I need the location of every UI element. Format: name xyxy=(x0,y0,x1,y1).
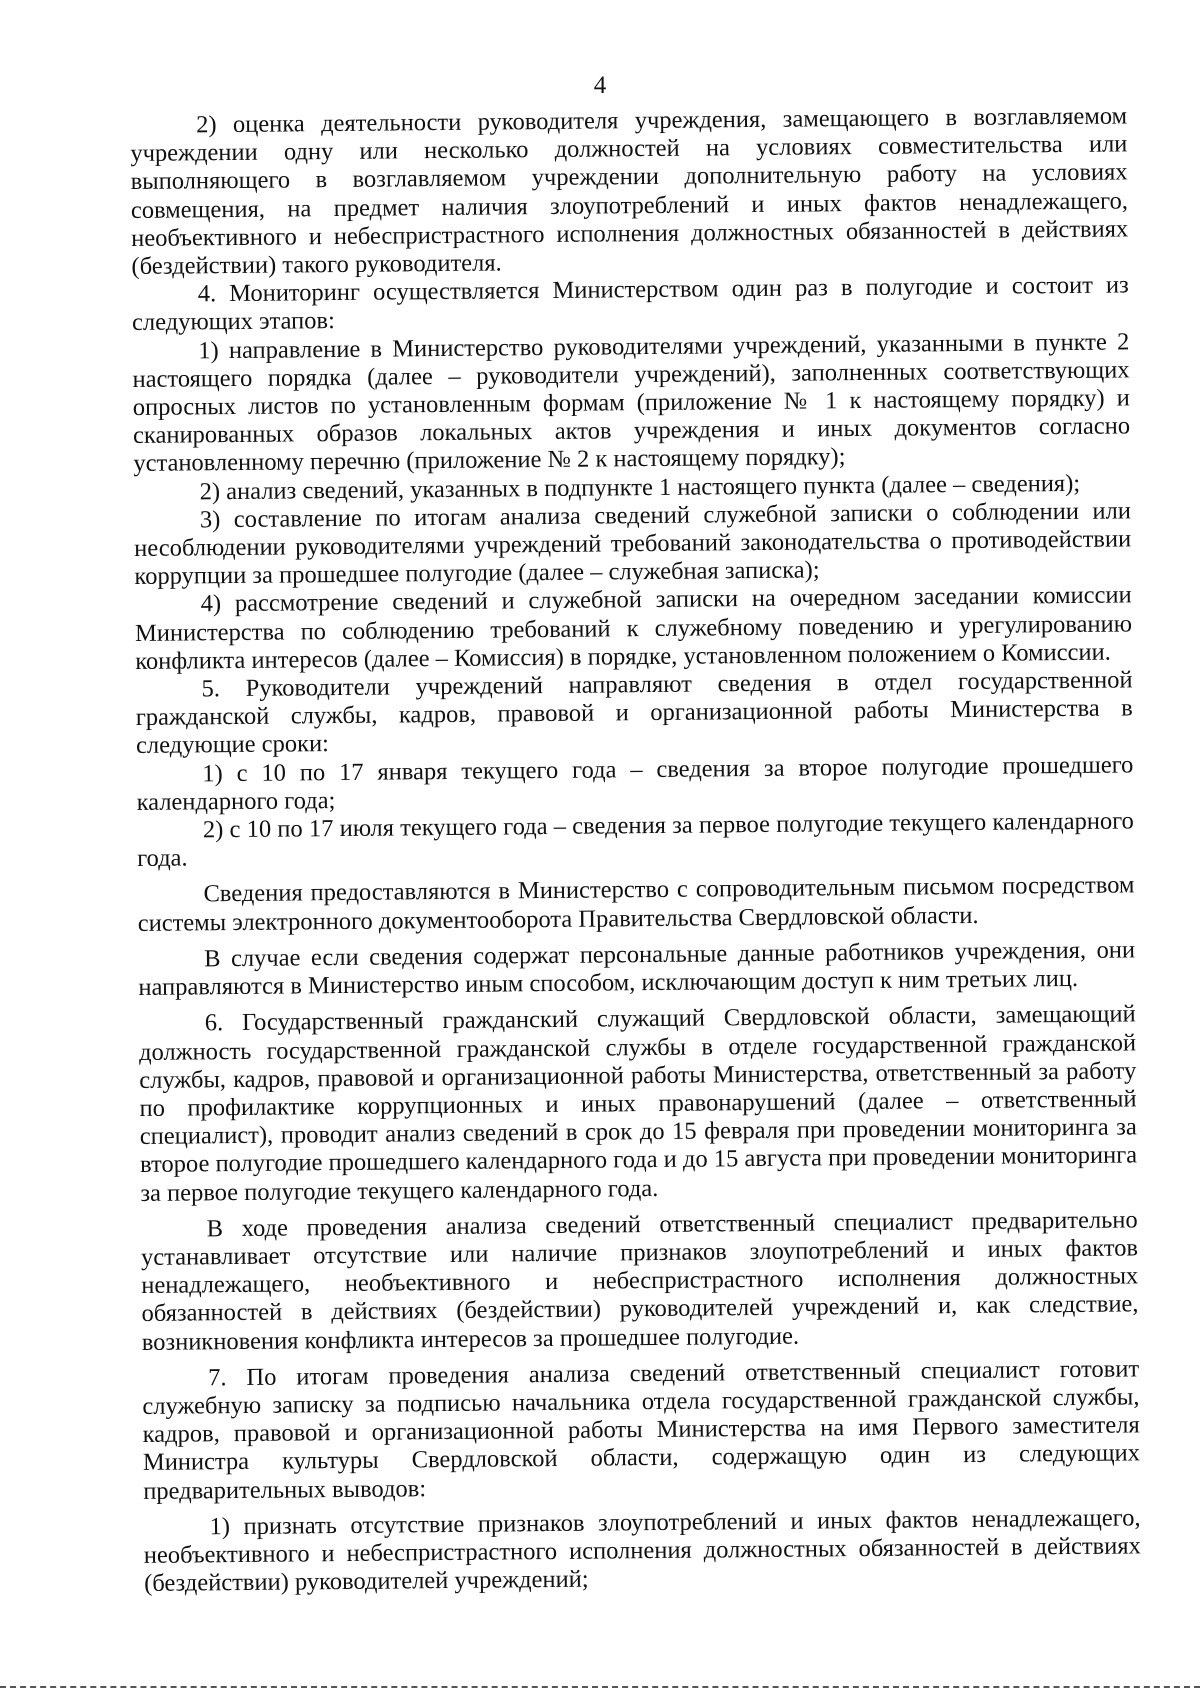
document-body xyxy=(130,102,1141,1598)
paragraph-personal-data: В случае если сведения содержат персональные данные работников учреждения, они направляются в Министерство иным способом, исключающим доступ к ним третьих лиц. xyxy=(138,936,1136,1002)
paragraph-item-6: 6. Государственный гражданский служащий Свердловской области, замещающий должность государственной гражданской службы в отделе государственной гражданской службы, кадров, правовой и организационной работы Министерства, ответственный за работу по профилактике коррупционных и иных правонарушений (далее – ответственный специалист), проводит анализ сведений в срок до 15 февраля при проведении мониторинга за второе полугодие прошедшего календарного года и до 15 августа при проведении мониторинга за первое полугодие текущего календарного года. xyxy=(138,1000,1138,1207)
paragraph-item-7: 7. По итогам проведения анализа сведений ответственный специалист готовит служебную записку за подписью начальника отдела государственной гражданской службы, кадров, правовой и организационной работы Министерства на имя Первого заместителя Министра культуры Свердловской области, содержащую один из следующих предварительных выводов: xyxy=(142,1355,1141,1505)
page-number: 4 xyxy=(593,72,607,99)
paragraph-submission-method: Сведения предоставляются в Министерство с сопроводительным письмом посредством системы электронного документооборота Правительства Свердловской области. xyxy=(137,871,1135,937)
paragraph-evaluation: 2) оценка деятельности руководителя учреждения, замещающего в возглавляемом учреждении одну или несколько должностей на условиях совместительства или выполняющего в возглавляемом учреждении дополнительную работу на условиях совмещения, на предмет наличия злоупотреблений и иных фактов ненадлежащего, необъективного и небеспристрастного исполнения должностных обязанностей в действиях (бездействии) такого руководителя. xyxy=(130,102,1129,281)
paragraph-item-4-4: 4) рассмотрение сведений и служебной записки на очередном заседании комиссии Министерства по соблюдению требований к служебному поведению и урегулированию конфликта интересов (далее – Комиссия) в порядке, установленном положением о Комиссии. xyxy=(134,581,1133,675)
paragraph-item-4-3: 3) составление по итогам анализа сведений служебной записки о соблюдении или несоблюдении руководителями учреждений требований законодательства о противодействии коррупции за прошедшее полугодие (далее – служебная записка); xyxy=(134,497,1132,591)
paragraph-item-4: 4. Мониторинг осуществляется Министерством один раз в полугодие и состоит из следующих этапов: xyxy=(131,271,1129,337)
paragraph-analysis: В ходе проведения анализа сведений ответственный специалист предварительно устанавливает отсутствие или наличие признаков злоупотреблений и иных фактов ненадлежащего, необъективного и небеспристрастного исполнения должностных обязанностей в действиях (бездействии) руководителей учреждений и, как следствие, возникновения конфликта интересов за прошедшее полугодие. xyxy=(140,1206,1139,1356)
paragraph-item-7-1: 1) признать отсутствие признаков злоупотреблений и иных фактов ненадлежащего, необъективного и небеспристрастного исполнения должностных обязанностей в действиях (бездействии) руководителей учреждений; xyxy=(143,1504,1141,1598)
paragraph-item-4-1: 1) направление в Министерство руководителями учреждений, указанными в пункте 2 настоящего порядка (далее – руководители учреждений), заполненных соответствующих опросных листов по установленным формам (приложение № 1 к настоящему порядку) и сканированных образов локальных актов учреждения и иных документов согласно установленному перечню (приложение № 2 к настоящему порядку); xyxy=(132,328,1131,478)
paragraph-item-4-2: 2) анализ сведений, указанных в подпункте 1 настоящего пункта (далее – сведения); xyxy=(199,469,1081,505)
paragraph-item-5-2: 2) с 10 по 17 июля текущего года – сведения за первое полугодие текущего календарного года. xyxy=(137,807,1134,873)
paragraph-item-5-1: 1) с 10 по 17 января текущего года – сведения за второе полугодие прошедшего календарного года; xyxy=(136,751,1134,816)
footer-divider xyxy=(0,1686,1200,1688)
paragraph-item-5: 5. Руководители учреждений направляют сведения в отдел государственной гражданской службы, кадров, правовой и организационной работы Министерства в следующие сроки: xyxy=(135,666,1133,760)
